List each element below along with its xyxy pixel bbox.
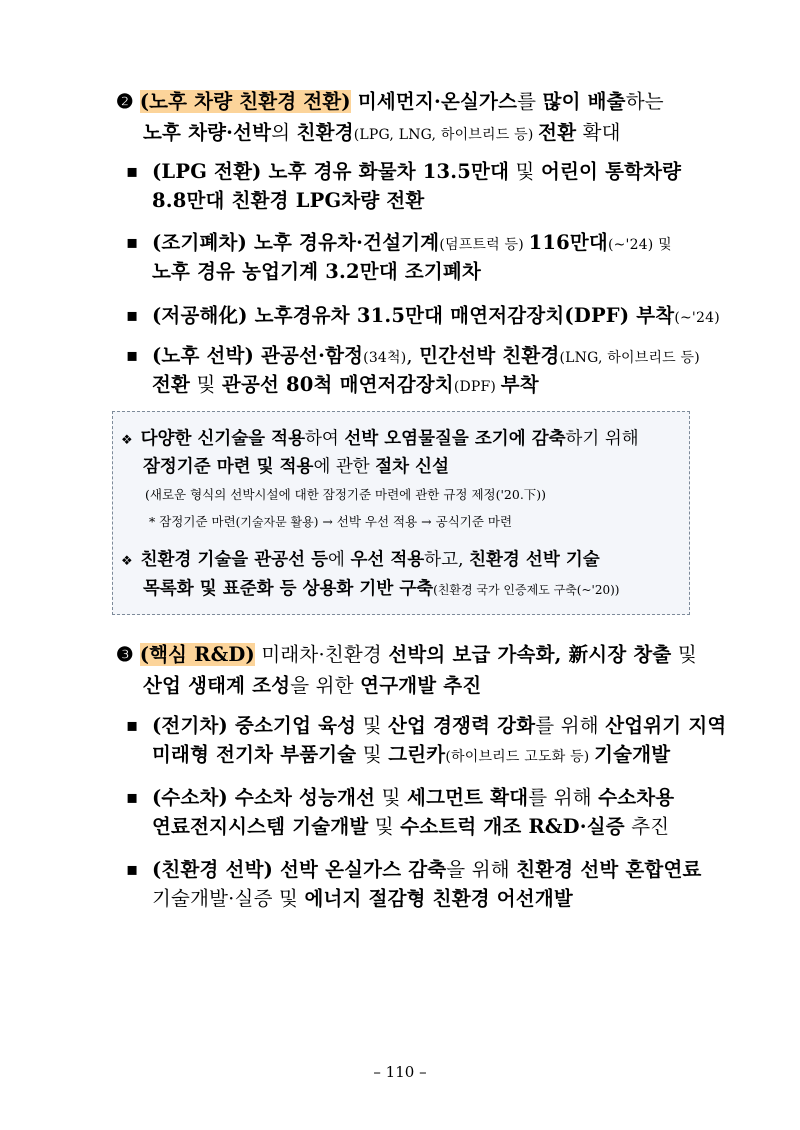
section3-heading-line1: ❸ (핵심 R&D) 미래차·친환경 선박의 보급 가속화, 新시장 창출 및 xyxy=(116,643,697,666)
section3-bullet-hydrogen: (수소차) 수소차 성능개선 및 세그먼트 확대를 위해 수소차용 xyxy=(152,786,675,809)
section2-bullet-lpg-line2: 8.8만대 친환경 LPG차량 전환 xyxy=(152,189,425,212)
note-item-1-footnote: * 잠정기준 마련(기술자문 활용) → 선박 우선 적용 → 공식기준 마련 xyxy=(149,514,513,529)
section2-bullet-dpf: (저공해化) 노후경유차 31.5만대 매연저감장치(DPF) 부착(~'24) xyxy=(152,304,720,327)
note-item-1: ❖ 다양한 신기술을 적용하여 선박 오염물질을 조기에 감축하기 위해 xyxy=(121,429,639,449)
section3-bullet-hydrogen-line2: 연료전지시스템 기술개발 및 수소트럭 개조 R&D·실증 추진 xyxy=(152,815,670,838)
note-item-2-line2: 목록화 및 표준화 등 상용화 기반 구축(친환경 국가 인증제도 구축(~'20)) xyxy=(143,579,620,599)
diamond-bullet-icon: ❖ xyxy=(121,554,133,569)
note-item-1-detail: (새로운 형식의 선박시설에 대한 잠정기준 마련에 관한 규정 제정('20.下)) xyxy=(145,487,547,502)
bullet-icon: ▪ xyxy=(126,715,139,736)
note-item-1-line2: 잠정기준 마련 및 적용에 관한 절차 신설 xyxy=(143,457,449,477)
section3-bullet-ev-line2: 미래형 전기차 부품기술 및 그린카(하이브리드 고도화 등) 기술개발 xyxy=(152,743,671,766)
bullet-icon: ▪ xyxy=(126,859,139,880)
section2-bullet-ship: (노후 선박) 관공선·함정(34척), 민간선박 친환경(LNG, 하이브리드 등) xyxy=(152,344,700,367)
section2-number: ❷ xyxy=(116,90,134,113)
section2-bullet-scrap: (조기폐차) 노후 경유차·건설기계(덤프트럭 등) 116만대(~'24) 및 xyxy=(152,231,672,254)
note-item-2: ❖ 친환경 기술을 관공선 등에 우선 적용하고, 친환경 선박 기술 xyxy=(121,550,600,570)
section2-bullet-scrap-line2: 노후 경유 농업기계 3.2만대 조기폐차 xyxy=(152,260,481,283)
section2-heading-tag: (노후 차량 친환경 전환) xyxy=(139,90,351,113)
section3-heading-tag: (핵심 R&D) xyxy=(139,643,255,666)
section3-bullet-ev: (전기차) 중소기업 육성 및 산업 경쟁력 강화를 위해 산업위기 지역 xyxy=(152,714,727,737)
page-number: – 110 – xyxy=(373,1063,427,1081)
note-box xyxy=(112,411,690,615)
bullet-icon: ▪ xyxy=(126,345,139,366)
section3-bullet-ship-line2: 기술개발·실증 및 에너지 절감형 친환경 어선개발 xyxy=(152,887,573,910)
section2-bullet-lpg: (LPG 전환) 노후 경유 화물차 13.5만대 및 어린이 통학차량 xyxy=(152,160,682,183)
section2-bullet-ship-line2: 전환 및 관공선 80척 매연저감장치(DPF) 부착 xyxy=(152,373,539,396)
bullet-icon: ▪ xyxy=(126,232,139,253)
section2-heading-line2: 노후 차량·선박의 친환경(LPG, LNG, 하이브리드 등) 전환 확대 xyxy=(143,121,621,144)
bullet-icon: ▪ xyxy=(126,161,139,182)
section2-heading-line1: ❷ (노후 차량 친환경 전환) 미세먼지·온실가스를 많이 배출하는 xyxy=(116,90,664,113)
section3-number: ❸ xyxy=(116,643,134,666)
bullet-icon: ▪ xyxy=(126,305,139,326)
section3-bullet-ship: (친환경 선박) 선박 온실가스 감축을 위해 친환경 선박 혼합연료 xyxy=(152,858,702,881)
section3-heading-line2: 산업 생태계 조성을 위한 연구개발 추진 xyxy=(143,674,482,697)
bullet-icon: ▪ xyxy=(126,787,139,808)
diamond-bullet-icon: ❖ xyxy=(121,433,133,448)
